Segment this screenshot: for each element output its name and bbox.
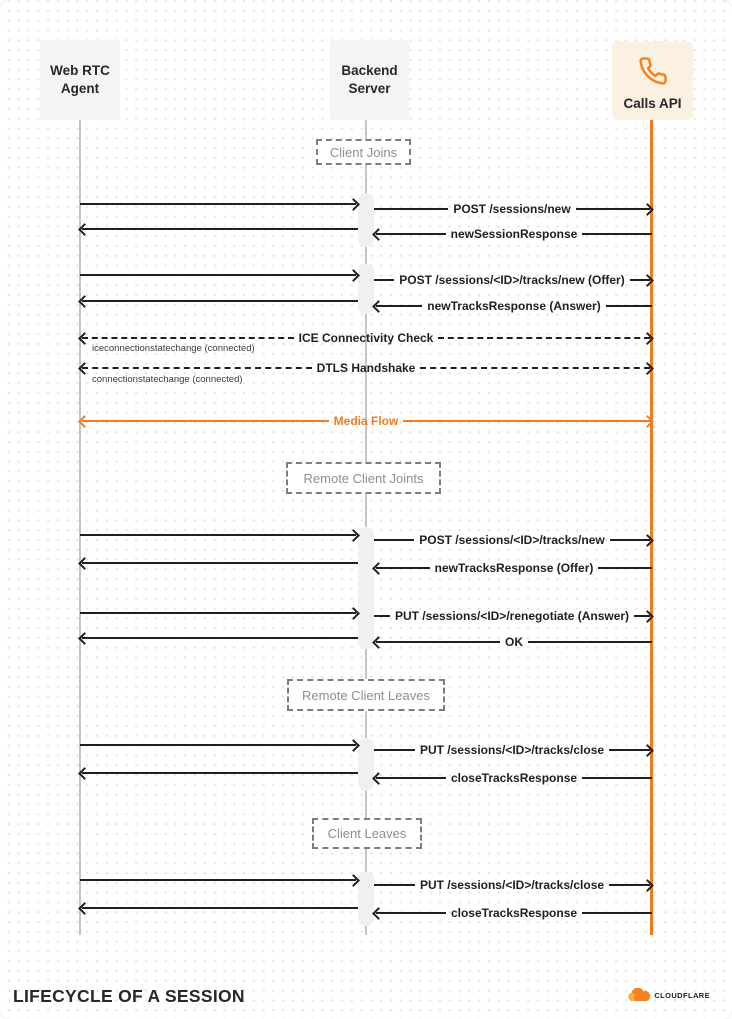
arrow-line [438, 337, 650, 339]
arrow-backend-to-webrtc [80, 901, 358, 915]
arrow-line [376, 233, 446, 235]
message-label: POST /sessions/<ID>/tracks/new (Offer) [399, 273, 625, 287]
phase-label: Client Leaves [327, 826, 407, 841]
arrow-media-flow [80, 414, 652, 428]
arrow-webrtc-to-backend [80, 528, 358, 542]
arrow-backend-to-webrtc [80, 222, 358, 236]
arrowhead-right-icon [347, 269, 360, 282]
arrowhead-right-icon [641, 879, 654, 892]
message-label: OK [505, 635, 523, 649]
arrow-backend-to-webrtc [80, 766, 358, 780]
arrow-ok-response [374, 635, 652, 649]
arrowhead-right-icon [347, 607, 360, 620]
phone-icon [638, 56, 668, 86]
message-label: PUT /sessions/<ID>/renegotiate (Answer) [394, 609, 630, 623]
arrow-line [80, 879, 356, 881]
arrow-line [376, 777, 446, 779]
arrow-put-tracks-close [374, 743, 652, 757]
actor-webrtc-agent [40, 40, 120, 120]
arrow-new-session-response [374, 227, 652, 241]
phase-remote-client-leaves [287, 679, 445, 711]
arrowhead-left-icon [78, 362, 91, 375]
arrow-line [82, 367, 312, 369]
arrowhead-left-icon [78, 632, 91, 645]
arrow-post-tracks-new-offer [374, 273, 652, 287]
arrowhead-right-icon [641, 274, 654, 287]
arrow-put-renegotiate-answer [374, 609, 652, 623]
arrowhead-right-icon [347, 739, 360, 752]
arrow-backend-to-webrtc [80, 294, 358, 308]
arrowhead-right-icon [347, 198, 360, 211]
message-label: POST /sessions/new [453, 202, 571, 216]
message-label: newTracksResponse (Offer) [434, 561, 594, 575]
arrow-line [82, 300, 358, 302]
arrow-post-tracks-new [374, 533, 652, 547]
connection-state-note: connectionstatechange (connected) [92, 374, 243, 385]
arrow-line [582, 912, 652, 914]
arrowhead-right-icon [641, 362, 654, 375]
message-label: newTracksResponse (Answer) [427, 299, 601, 313]
message-label: PUT /sessions/<ID>/tracks/close [419, 743, 605, 757]
arrow-line [82, 637, 358, 639]
actor-backend-server [330, 40, 409, 120]
arrow-line [582, 233, 652, 235]
message-label: Media Flow [333, 414, 399, 428]
arrow-new-tracks-response-answer [374, 299, 652, 313]
message-label: newSessionResponse [450, 227, 578, 241]
phase-remote-client-joints [286, 462, 441, 494]
arrow-close-tracks-response [374, 771, 652, 785]
arrow-line [374, 749, 415, 751]
arrow-line [606, 305, 652, 307]
phase-client-joins [316, 139, 411, 165]
arrowhead-left-icon [372, 907, 385, 920]
arrow-put-tracks-close [374, 878, 652, 892]
cloudflare-cloud-icon [627, 988, 651, 1002]
arrowhead-right-icon [641, 332, 654, 345]
arrow-line [374, 539, 414, 541]
arrow-dtls-handshake [80, 361, 652, 375]
phase-label: Remote Client Leaves [302, 687, 430, 703]
message-label: PUT /sessions/<ID>/tracks/close [419, 878, 605, 892]
arrowhead-left-icon [78, 415, 91, 428]
page-title: LIFECYCLE OF A SESSION [13, 986, 245, 1006]
arrowhead-left-icon [372, 636, 385, 649]
actor-label: Web RTC Agent [50, 62, 110, 96]
arrow-webrtc-to-backend [80, 873, 358, 887]
arrow-line [80, 203, 356, 205]
arrow-webrtc-to-backend [80, 268, 358, 282]
arrow-close-tracks-response [374, 906, 652, 920]
arrowhead-left-icon [78, 223, 91, 236]
arrowhead-right-icon [641, 610, 654, 623]
arrowhead-right-icon [641, 415, 654, 428]
arrowhead-right-icon [641, 203, 654, 216]
activation-bar [358, 738, 374, 791]
actor-label: Backend Server [341, 62, 398, 96]
phase-client-leaves [312, 818, 422, 849]
arrow-line [598, 567, 652, 569]
activation-bar [358, 872, 374, 926]
activation-bar [358, 527, 374, 649]
arrow-line [374, 884, 415, 886]
arrow-line [582, 777, 652, 779]
arrow-line [80, 534, 356, 536]
cloudflare-wordmark: CLOUDFLARE [654, 990, 710, 1000]
message-label: DTLS Handshake [316, 361, 416, 375]
arrow-webrtc-to-backend [80, 197, 358, 211]
arrow-line [82, 772, 358, 774]
arrow-line [376, 641, 500, 643]
arrow-line [374, 208, 448, 210]
cloudflare-logo [627, 988, 710, 1002]
phase-label: Client Joins [329, 144, 398, 160]
actor-calls-api [612, 41, 693, 120]
actor-label: Calls API [623, 96, 682, 111]
arrowhead-left-icon [78, 557, 91, 570]
message-label: ICE Connectivity Check [298, 331, 434, 345]
arrowhead-left-icon [372, 300, 385, 313]
arrow-line [420, 367, 650, 369]
arrow-backend-to-webrtc [80, 631, 358, 645]
arrowhead-left-icon [372, 228, 385, 241]
arrowhead-left-icon [78, 295, 91, 308]
arrow-line [82, 907, 358, 909]
arrow-line [374, 279, 394, 281]
arrowhead-left-icon [78, 767, 91, 780]
arrow-webrtc-to-backend [80, 738, 358, 752]
arrow-line [80, 612, 356, 614]
arrowhead-right-icon [347, 529, 360, 542]
phase-label: Remote Client Joints [303, 470, 424, 486]
arrow-line [80, 744, 356, 746]
arrow-line [374, 615, 390, 617]
arrowhead-right-icon [641, 534, 654, 547]
arrowhead-right-icon [641, 744, 654, 757]
arrow-webrtc-to-backend [80, 606, 358, 620]
ice-state-note: iceconnectionstatechange (connected) [92, 343, 255, 354]
arrowhead-left-icon [78, 902, 91, 915]
arrow-line [82, 228, 358, 230]
message-label: POST /sessions/<ID>/tracks/new [419, 533, 605, 547]
arrowhead-left-icon [372, 772, 385, 785]
lifeline-webrtc-agent [79, 119, 81, 935]
arrow-line [82, 562, 358, 564]
arrowhead-left-icon [78, 332, 91, 345]
arrow-line [403, 420, 650, 422]
arrow-line [376, 912, 446, 914]
arrow-line [80, 274, 356, 276]
arrowhead-left-icon [372, 562, 385, 575]
arrow-line [82, 337, 294, 339]
arrow-line [82, 420, 329, 422]
lifeline-calls-api [650, 119, 653, 935]
arrow-post-sessions-new [374, 202, 652, 216]
arrowhead-right-icon [347, 874, 360, 887]
arrow-line [528, 641, 652, 643]
arrow-line [576, 208, 650, 210]
arrow-new-tracks-response-offer [374, 561, 652, 575]
message-label: closeTracksResponse [450, 771, 578, 785]
arrow-backend-to-webrtc [80, 556, 358, 570]
activation-bar [358, 193, 374, 247]
message-label: closeTracksResponse [450, 906, 578, 920]
